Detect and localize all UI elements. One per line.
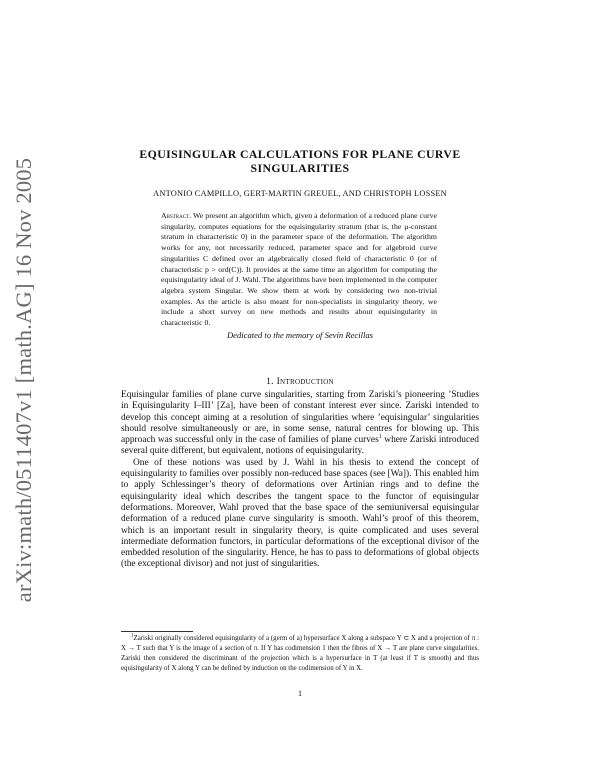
title-line-2: SINGULARITIES [250, 161, 350, 175]
section-title: Introduction [276, 376, 334, 387]
abstract-text: We present an algorithm which, given a deformation of a reduced plane curve singularity, computes equations for the equisingularity stratum (that is, the μ-constant stratum in characteristic 0) in the parameter space of the deformation. The algorithm works for any, not necessarily reduced, parameter space and for algebroid curve singularities C defined over an algebraically closed field of characteristic 0 (or of characteristic p > ord(C)). It provides at the same time an algorithm for computing the equisingularity ideal of J. Wahl. The algorithms have been implemented in the computer algebra system Singular. We show them at work by considering two non-trivial examples. As the article is also meant for non-specialists in singularity theory, we include a short survey on new methods and results about equisingularity in characteristic 0. [161, 211, 437, 328]
section-number: 1. [266, 376, 274, 387]
footnote [121, 634, 479, 674]
footnote-rule [121, 631, 193, 632]
authors: ANTONIO CAMPILLO, GERT-MARTIN GREUEL, AND CHRISTOPH LOSSEN [153, 189, 447, 198]
paper-title [120, 147, 480, 175]
dedication: Dedicated to the memory of Sevín Recillas [226, 330, 374, 340]
paragraph-2: One of these notions was used by J. Wahl in his thesis to extend the concept of equisingularity to families over possibly non-reduced base spaces (see [Wa]). This enabled him to apply Schlessinger’s theory of deformations over Artinian rings and to define the equisingularity ideal which describes the tangent space to the functor of equisingular deformations. Moreover, Wahl proved that the base space of the semiuniversal equisingular deformation of a reduced plane curve singularity is smooth. Wahl’s proof of this theorem, which is an important result in singularity theory, is quite complicated and uses several intermediate deformation functors, in particular deformations of the exceptional divisor of the embedded resolution of the singularity. Hence, he has to pass to deformations of global objects (the exceptional divisor) and not just of singularities. [121, 457, 479, 570]
page-number: 1 [298, 689, 302, 698]
paragraph-1 [121, 390, 479, 458]
abstract-label: Abstract. [161, 211, 192, 220]
arxiv-side-label [4, 157, 44, 603]
footnote-text: Zariski originally considered equisingularity of a (germ of a) hypersurface X along a subspace Y ⊂ X and a projection of π : X → T such that Y is the image of a section of π. If Y has codimension 1 then the fibres of X → T are plane curve singularities. Zariski then considered the discriminant of the projection which is a hypersurface in T (at least if T is smooth) and thus equisingularity of X along Y can be defined by induction on the codimension of Y in X. [121, 635, 479, 672]
footnote-ref[interactable]: 1 [378, 434, 382, 441]
section-heading [120, 376, 480, 387]
arxiv-id: arXiv:math/0511407v1 [math.AG] 16 Nov 2005 [11, 157, 36, 603]
paragraph-1-tail: where Zariski introduced several quite different, but equivalent, notions of equisingularity. [121, 435, 479, 457]
body-text [121, 390, 479, 571]
paragraph-1-text: Equisingular families of plane curve singularities, starting from Zariski’s pioneering ’Studies in Equisingularity I–III’ [Za], have been of constant interest ever since. Zariski intended to develop this concept aiming at a resolution of singularities where ’equisingular’ singularities should resolve simultaneously or are, in some sense, natural centres for blowing up. This approach was successful only in the case of families of plane curves [121, 390, 479, 446]
abstract [161, 211, 437, 329]
footnote-mark: 1 [131, 633, 134, 639]
title-line-1: EQUISINGULAR CALCULATIONS FOR PLANE CURVE [139, 147, 461, 161]
